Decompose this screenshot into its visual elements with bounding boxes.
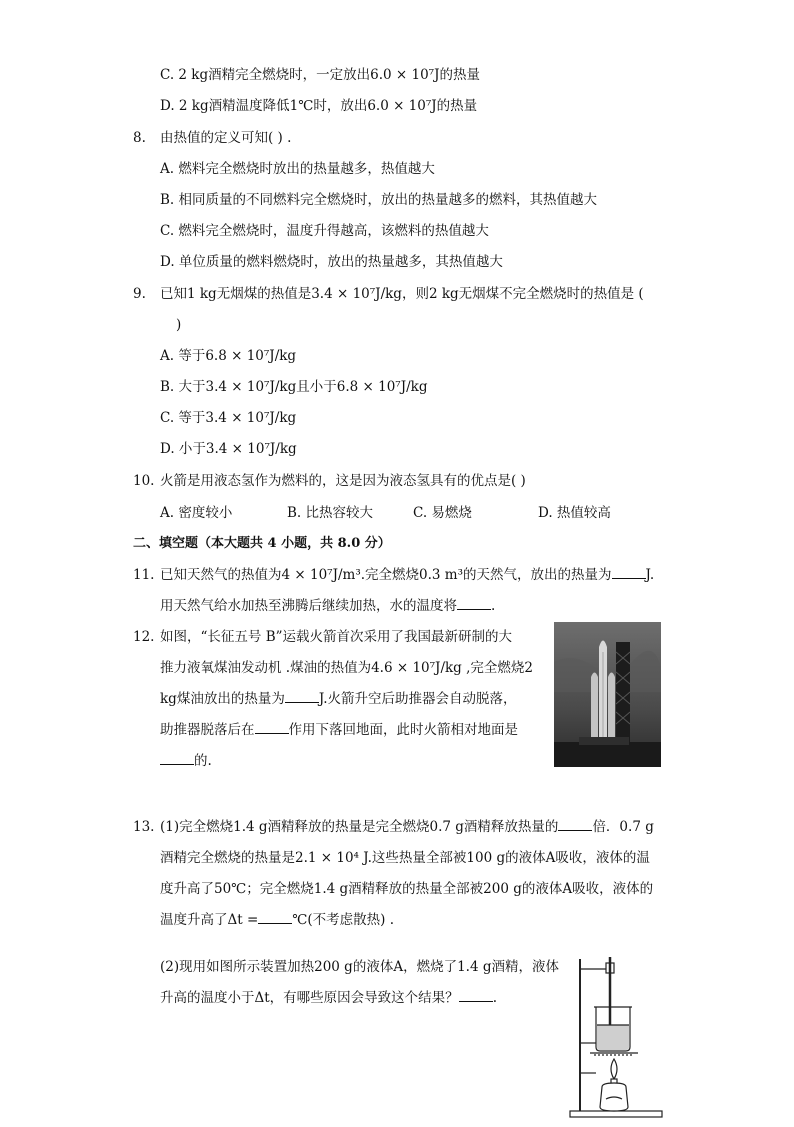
q11-text-d: . xyxy=(491,598,496,614)
q12-answer-blank-2[interactable] xyxy=(255,721,289,734)
q9-option-d: D. 小于3.4 × 10⁷J/kg xyxy=(160,441,297,457)
q12-text-e: 的. xyxy=(194,753,212,769)
q13-text-a: (1)完全燃烧1.4 g酒精释放的热量是完全燃烧0.7 g酒精释放热量的 xyxy=(160,819,559,835)
q9-stem: 已知1 kg无烟煤的热值是3.4 × 10⁷J/kg，则2 kg无烟煤不完全燃烧时的热值是 ( xyxy=(160,286,644,302)
q13-p1-line1 xyxy=(160,818,654,836)
q11-line1 xyxy=(160,566,654,584)
apparatus-illustration xyxy=(566,955,666,1123)
q11-text-a: 已知天然气的热值为4 × 10⁷J/m³.完全燃烧0.3 m³的天然气，放出的热量为 xyxy=(160,567,612,583)
rocket-illustration xyxy=(554,622,661,767)
q8-number: 8. xyxy=(133,130,146,146)
q13-text-d: ℃(不考虑散热) . xyxy=(292,912,394,928)
q9-option-b: B. 大于3.4 × 10⁷J/kg且小于6.8 × 10⁷J/kg xyxy=(160,379,428,395)
heating-apparatus-diagram xyxy=(566,955,666,1123)
q12-answer-blank-1[interactable] xyxy=(285,690,319,703)
q13-answer-blank-3[interactable] xyxy=(459,989,493,1002)
q12-line3 xyxy=(160,690,516,708)
q12-text-c: 助推器脱落后在 xyxy=(160,722,255,738)
q8-option-b: B. 相同质量的不同燃料完全燃烧时，放出的热量越多的燃料，其热值越大 xyxy=(160,192,598,208)
q13-text-f: . xyxy=(492,990,497,1006)
q13-p1-line2: 酒精完全燃烧的热量是2.1 × 10⁴ J.这些热量全部被100 g的液体A吸收，液体的温 xyxy=(160,850,650,866)
q11-number: 11. xyxy=(133,567,155,583)
q8-option-d: D. 单位质量的燃料燃烧时，放出的热量越多，其热值越大 xyxy=(160,254,503,270)
q13-number: 13. xyxy=(133,819,155,835)
q12-text-a: kg煤油放出的热量为 xyxy=(160,691,285,707)
q13-text-b: 倍．0.7 g xyxy=(592,819,654,835)
q10-stem: 火箭是用液态氢作为燃料的，这是因为液态氢具有的优点是( ) xyxy=(160,473,526,489)
q10-option-d: D. 热值较高 xyxy=(538,505,611,521)
rocket-photo xyxy=(554,622,661,767)
q13-answer-blank-1[interactable] xyxy=(558,818,592,831)
q12-text-d: 作用下落回地面，此时火箭相对地面是 xyxy=(288,722,518,738)
q10-number: 10. xyxy=(133,473,155,489)
q11-answer-blank-1[interactable] xyxy=(612,566,646,579)
q7-option-c: C. 2 kg酒精完全燃烧时，一定放出6.0 × 10⁷J的热量 xyxy=(160,67,480,83)
q11-answer-blank-2[interactable] xyxy=(457,597,491,610)
q13-p2-line2 xyxy=(160,989,497,1007)
q8-stem: 由热值的定义可知( ) . xyxy=(160,130,292,146)
q8-option-a: A. 燃料完全燃烧时放出的热量越多，热值越大 xyxy=(160,161,435,177)
q9-number: 9. xyxy=(133,286,146,302)
q13-p1-line3: 度升高了50℃；完全燃烧1.4 g酒精释放的热量全部被200 g的液体A吸收，液体的 xyxy=(160,881,654,897)
q12-line1: 如图，“长征五号 B”运载火箭首次采用了我国最新研制的大 xyxy=(160,629,513,645)
q10-option-b: B. 比热容较大 xyxy=(287,505,374,521)
q12-line5 xyxy=(160,752,212,770)
q11-text-b: J. xyxy=(645,567,655,583)
section-heading: 二、填空题（本大题共 4 小题，共 8.0 分） xyxy=(133,536,391,551)
q10-option-a: A. 密度较小 xyxy=(160,505,233,521)
q13-p1-line4 xyxy=(160,911,394,929)
q13-answer-blank-2[interactable] xyxy=(258,911,292,924)
q9-option-a: A. 等于6.8 × 10⁷J/kg xyxy=(160,348,297,364)
q9-option-c: C. 等于3.4 × 10⁷J/kg xyxy=(160,410,297,426)
q12-line2: 推力液氧煤油发动机 .煤油的热值为4.6 × 10⁷J/kg ,完全燃烧2 xyxy=(160,660,533,676)
q12-number: 12. xyxy=(133,629,155,645)
q12-text-b: J.火箭升空后助推器会自动脱落， xyxy=(318,691,517,707)
q8-option-c: C. 燃料完全燃烧时，温度升得越高，该燃料的热值越大 xyxy=(160,223,489,239)
q7-option-d: D. 2 kg酒精温度降低1℃时，放出6.0 × 10⁷J的热量 xyxy=(160,98,478,114)
q11-text-c: 用天然气给水加热至沸腾后继续加热，水的温度将 xyxy=(160,598,457,614)
q9-stem-close: ) xyxy=(176,317,182,333)
q11-line2 xyxy=(160,597,495,615)
q13-p2-line1: (2)现用如图所示装置加热200 g的液体A，燃烧了1.4 g酒精，液体 xyxy=(160,959,559,975)
q12-answer-blank-3[interactable] xyxy=(160,752,194,765)
q10-option-c: C. 易燃烧 xyxy=(413,505,472,521)
q13-text-c: 温度升高了Δt = xyxy=(160,912,259,928)
q12-line4 xyxy=(160,721,518,739)
q13-text-e: 升高的温度小于Δt，有哪些原因会导致这个结果？ xyxy=(160,990,459,1006)
